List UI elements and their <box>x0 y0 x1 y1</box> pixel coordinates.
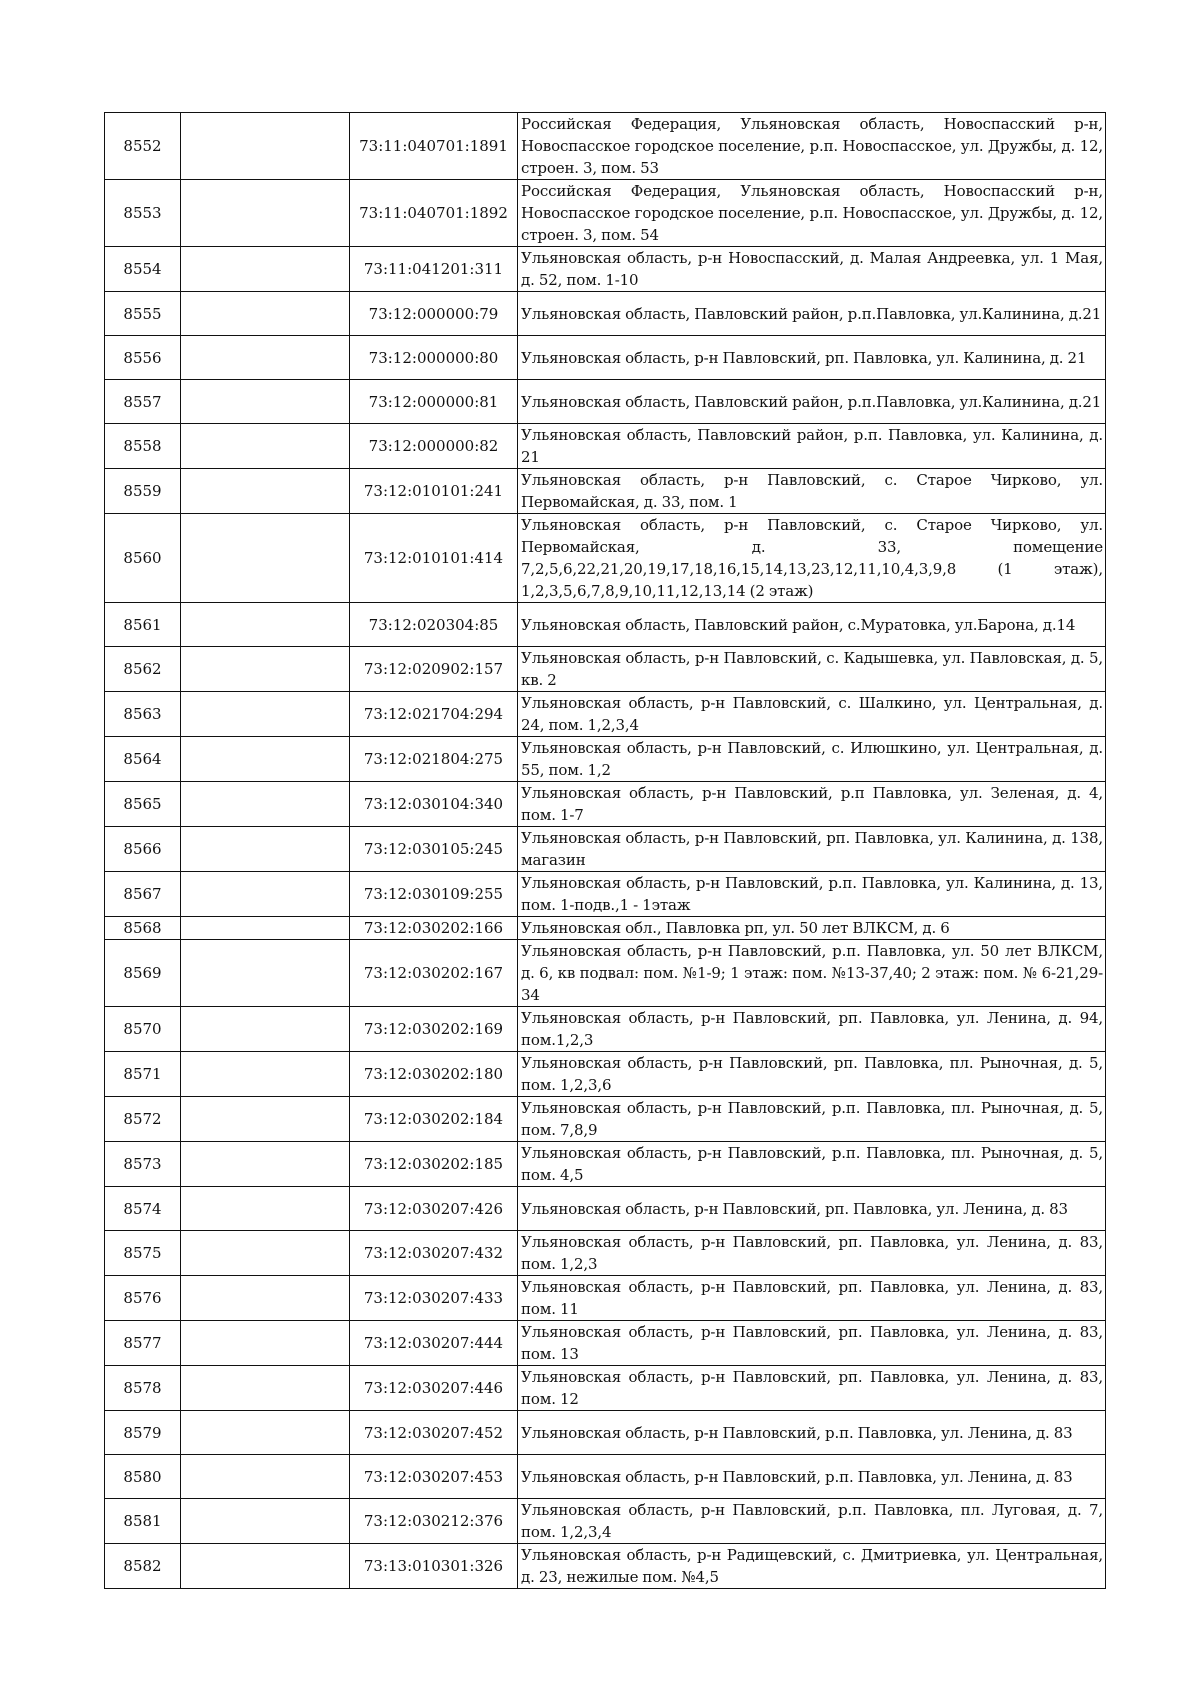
address-cell: Ульяновская область, Павловский район, р.п.Павловка, ул.Калинина, д.21 <box>518 380 1106 424</box>
table-row <box>105 424 1106 469</box>
empty-cell <box>181 737 350 782</box>
table-row <box>105 917 1106 940</box>
property-registry-table <box>104 112 1106 1589</box>
row-number-cell: 8565 <box>105 782 181 827</box>
address-cell: Ульяновская область, р-н Павловский, с. Илюшкино, ул. Центральная, д. 55, пом. 1,2 <box>518 737 1106 782</box>
row-number-cell: 8556 <box>105 336 181 380</box>
address-cell: Ульяновская область, р-н Новоспасский, д. Малая Андреевка, ул. 1 Мая, д. 52, пом. 1-10 <box>518 247 1106 292</box>
address-cell: Ульяновская область, р-н Павловский, р.п. Павловка, ул. Ленина, д. 83 <box>518 1411 1106 1455</box>
address-cell: Ульяновская область, Павловский район, р.п.Павловка, ул.Калинина, д.21 <box>518 292 1106 336</box>
address-cell: Ульяновская область, р-н Павловский, рп. Павловка, ул. Калинина, д. 138, магазин <box>518 827 1106 872</box>
table-row <box>105 1097 1106 1142</box>
address-cell: Ульяновская область, р-н Павловский, рп. Павловка, ул. Ленина, д. 83 <box>518 1187 1106 1231</box>
address-cell: Российская Федерация, Ульяновская область, Новоспасский р-н, Новоспасское городское поселение, р.п. Новоспасское, ул. Дружбы, д. 12, строен. 3, пом. 53 <box>518 113 1106 180</box>
table-row <box>105 1411 1106 1455</box>
table-row <box>105 1231 1106 1276</box>
table-row <box>105 1499 1106 1544</box>
empty-cell <box>181 469 350 514</box>
empty-cell <box>181 1052 350 1097</box>
cadastral-number-cell: 73:11:040701:1891 <box>350 113 518 180</box>
row-number-cell: 8566 <box>105 827 181 872</box>
cadastral-number-cell: 73:12:010101:414 <box>350 514 518 603</box>
address-cell: Ульяновская область, р-н Павловский, рп. Павловка, ул. Калинина, д. 21 <box>518 336 1106 380</box>
empty-cell <box>181 647 350 692</box>
cadastral-number-cell: 73:12:030207:444 <box>350 1321 518 1366</box>
address-cell: Ульяновская область, р-н Павловский, рп. Павловка, ул. Ленина, д. 83, пом. 13 <box>518 1321 1106 1366</box>
row-number-cell: 8577 <box>105 1321 181 1366</box>
cadastral-number-cell: 73:12:010101:241 <box>350 469 518 514</box>
row-number-cell: 8568 <box>105 917 181 940</box>
row-number-cell: 8578 <box>105 1366 181 1411</box>
address-cell: Ульяновская область, р-н Радищевский, с. Дмитриевка, ул. Центральная, д. 23, нежилые пом. №4,5 <box>518 1544 1106 1589</box>
table-row <box>105 180 1106 247</box>
row-number-cell: 8564 <box>105 737 181 782</box>
cadastral-number-cell: 73:12:020902:157 <box>350 647 518 692</box>
address-cell: Ульяновская область, р-н Павловский, рп. Павловка, ул. Ленина, д. 83, пом. 1,2,3 <box>518 1231 1106 1276</box>
row-number-cell: 8554 <box>105 247 181 292</box>
row-number-cell: 8553 <box>105 180 181 247</box>
row-number-cell: 8552 <box>105 113 181 180</box>
table-row <box>105 514 1106 603</box>
address-cell: Ульяновская область, р-н Павловский, рп. Павловка, ул. Ленина, д. 83, пом. 12 <box>518 1366 1106 1411</box>
cadastral-number-cell: 73:12:030207:452 <box>350 1411 518 1455</box>
row-number-cell: 8555 <box>105 292 181 336</box>
table-row <box>105 872 1106 917</box>
cadastral-number-cell: 73:12:030104:340 <box>350 782 518 827</box>
address-cell: Ульяновская область, р-н Павловский, рп. Павловка, пл. Рыночная, д. 5, пом. 1,2,3,6 <box>518 1052 1106 1097</box>
row-number-cell: 8572 <box>105 1097 181 1142</box>
address-cell: Ульяновская область, р-н Павловский, рп. Павловка, ул. Ленина, д. 94, пом.1,2,3 <box>518 1007 1106 1052</box>
row-number-cell: 8560 <box>105 514 181 603</box>
cadastral-number-cell: 73:12:030105:245 <box>350 827 518 872</box>
cadastral-number-cell: 73:12:000000:80 <box>350 336 518 380</box>
table-row <box>105 737 1106 782</box>
address-cell: Ульяновская область, р-н Павловский, р.п Павловка, ул. Зеленая, д. 4, пом. 1-7 <box>518 782 1106 827</box>
row-number-cell: 8567 <box>105 872 181 917</box>
empty-cell <box>181 827 350 872</box>
row-number-cell: 8559 <box>105 469 181 514</box>
table-row <box>105 113 1106 180</box>
empty-cell <box>181 782 350 827</box>
table-row <box>105 1455 1106 1499</box>
row-number-cell: 8561 <box>105 603 181 647</box>
cadastral-number-cell: 73:12:030207:426 <box>350 1187 518 1231</box>
row-number-cell: 8579 <box>105 1411 181 1455</box>
table-row <box>105 603 1106 647</box>
cadastral-number-cell: 73:12:030202:169 <box>350 1007 518 1052</box>
cadastral-number-cell: 73:12:000000:82 <box>350 424 518 469</box>
table-row <box>105 1007 1106 1052</box>
table-row <box>105 692 1106 737</box>
row-number-cell: 8571 <box>105 1052 181 1097</box>
empty-cell <box>181 1366 350 1411</box>
address-cell: Ульяновская обл., Павловка рп, ул. 50 лет ВЛКСМ, д. 6 <box>518 917 1106 940</box>
empty-cell <box>181 1455 350 1499</box>
cadastral-number-cell: 73:12:030207:446 <box>350 1366 518 1411</box>
empty-cell <box>181 247 350 292</box>
address-cell: Ульяновская область, р-н Павловский, с. Шалкино, ул. Центральная, д. 24, пом. 1,2,3,4 <box>518 692 1106 737</box>
empty-cell <box>181 872 350 917</box>
row-number-cell: 8580 <box>105 1455 181 1499</box>
empty-cell <box>181 1411 350 1455</box>
cadastral-number-cell: 73:12:030202:184 <box>350 1097 518 1142</box>
address-cell: Ульяновская область, р-н Павловский, р.п. Павловка, ул. Ленина, д. 83 <box>518 1455 1106 1499</box>
empty-cell <box>181 336 350 380</box>
empty-cell <box>181 424 350 469</box>
row-number-cell: 8576 <box>105 1276 181 1321</box>
empty-cell <box>181 692 350 737</box>
cadastral-number-cell: 73:12:030212:376 <box>350 1499 518 1544</box>
table-row <box>105 469 1106 514</box>
empty-cell <box>181 180 350 247</box>
row-number-cell: 8562 <box>105 647 181 692</box>
registry-body <box>105 113 1106 1589</box>
empty-cell <box>181 940 350 1007</box>
row-number-cell: 8575 <box>105 1231 181 1276</box>
address-cell: Российская Федерация, Ульяновская область, Новоспасский р-н, Новоспасское городское поселение, р.п. Новоспасское, ул. Дружбы, д. 12, строен. 3, пом. 54 <box>518 180 1106 247</box>
cadastral-number-cell: 73:12:000000:81 <box>350 380 518 424</box>
table-row <box>105 1142 1106 1187</box>
row-number-cell: 8558 <box>105 424 181 469</box>
cadastral-number-cell: 73:12:030202:185 <box>350 1142 518 1187</box>
empty-cell <box>181 292 350 336</box>
empty-cell <box>181 380 350 424</box>
cadastral-number-cell: 73:11:041201:311 <box>350 247 518 292</box>
table-row <box>105 647 1106 692</box>
empty-cell <box>181 917 350 940</box>
address-cell: Ульяновская область, р-н Павловский, с. Старое Чирково, ул. Первомайская, д. 33, пом. 1 <box>518 469 1106 514</box>
table-row <box>105 1052 1106 1097</box>
row-number-cell: 8582 <box>105 1544 181 1589</box>
address-cell: Ульяновская область, р-н Павловский, р.п. Павловка, пл. Луговая, д. 7, пом. 1,2,3,4 <box>518 1499 1106 1544</box>
table-row <box>105 380 1106 424</box>
table-row <box>105 782 1106 827</box>
table-row <box>105 1544 1106 1589</box>
table-row <box>105 247 1106 292</box>
row-number-cell: 8563 <box>105 692 181 737</box>
empty-cell <box>181 514 350 603</box>
cadastral-number-cell: 73:12:021804:275 <box>350 737 518 782</box>
cadastral-number-cell: 73:12:021704:294 <box>350 692 518 737</box>
cadastral-number-cell: 73:12:000000:79 <box>350 292 518 336</box>
table-row <box>105 1276 1106 1321</box>
row-number-cell: 8581 <box>105 1499 181 1544</box>
cadastral-number-cell: 73:12:030202:180 <box>350 1052 518 1097</box>
cadastral-number-cell: 73:12:030207:453 <box>350 1455 518 1499</box>
empty-cell <box>181 1007 350 1052</box>
address-cell: Ульяновская область, Павловский район, с.Муратовка, ул.Барона, д.14 <box>518 603 1106 647</box>
cadastral-number-cell: 73:11:040701:1892 <box>350 180 518 247</box>
cadastral-number-cell: 73:12:020304:85 <box>350 603 518 647</box>
address-cell: Ульяновская область, р-н Павловский, р.п. Павловка, пл. Рыночная, д. 5, пом. 4,5 <box>518 1142 1106 1187</box>
empty-cell <box>181 1187 350 1231</box>
empty-cell <box>181 1097 350 1142</box>
cadastral-number-cell: 73:12:030202:167 <box>350 940 518 1007</box>
table-row <box>105 1321 1106 1366</box>
table-row <box>105 827 1106 872</box>
empty-cell <box>181 603 350 647</box>
address-cell: Ульяновская область, р-н Павловский, р.п. Павловка, ул. Калинина, д. 13, пом. 1-подв.,1 - 1этаж <box>518 872 1106 917</box>
cadastral-number-cell: 73:12:030202:166 <box>350 917 518 940</box>
empty-cell <box>181 1321 350 1366</box>
empty-cell <box>181 1231 350 1276</box>
cadastral-number-cell: 73:12:030207:433 <box>350 1276 518 1321</box>
cadastral-number-cell: 73:13:010301:326 <box>350 1544 518 1589</box>
table-row <box>105 336 1106 380</box>
table-row <box>105 940 1106 1007</box>
address-cell: Ульяновская область, р-н Павловский, р.п. Павловка, ул. 50 лет ВЛКСМ, д. 6, кв подвал: пом. №1-9; 1 этаж: пом. №13-37,40; 2 этаж: пом. № 6-21,29-34 <box>518 940 1106 1007</box>
address-cell: Ульяновская область, р-н Павловский, с. Кадышевка, ул. Павловская, д. 5, кв. 2 <box>518 647 1106 692</box>
table-row <box>105 1366 1106 1411</box>
empty-cell <box>181 1142 350 1187</box>
empty-cell <box>181 1544 350 1589</box>
row-number-cell: 8557 <box>105 380 181 424</box>
address-cell: Ульяновская область, р-н Павловский, рп. Павловка, ул. Ленина, д. 83, пом. 11 <box>518 1276 1106 1321</box>
address-cell: Ульяновская область, р-н Павловский, р.п. Павловка, пл. Рыночная, д. 5, пом. 7,8,9 <box>518 1097 1106 1142</box>
row-number-cell: 8570 <box>105 1007 181 1052</box>
row-number-cell: 8569 <box>105 940 181 1007</box>
row-number-cell: 8574 <box>105 1187 181 1231</box>
empty-cell <box>181 1499 350 1544</box>
address-cell: Ульяновская область, р-н Павловский, с. Старое Чирково, ул. Первомайская, д. 33, помещение 7,2,5,6,22,21,20,19,17,18,16,15,14,13,23,12,11,10,4,3,9,8 (1 этаж), 1,2,3,5,6,7,8,9,10,11,12,13,14 (2 этаж) <box>518 514 1106 603</box>
empty-cell <box>181 1276 350 1321</box>
row-number-cell: 8573 <box>105 1142 181 1187</box>
empty-cell <box>181 113 350 180</box>
address-cell: Ульяновская область, Павловский район, р.п. Павловка, ул. Калинина, д. 21 <box>518 424 1106 469</box>
table-row <box>105 292 1106 336</box>
table-row <box>105 1187 1106 1231</box>
cadastral-number-cell: 73:12:030109:255 <box>350 872 518 917</box>
cadastral-number-cell: 73:12:030207:432 <box>350 1231 518 1276</box>
